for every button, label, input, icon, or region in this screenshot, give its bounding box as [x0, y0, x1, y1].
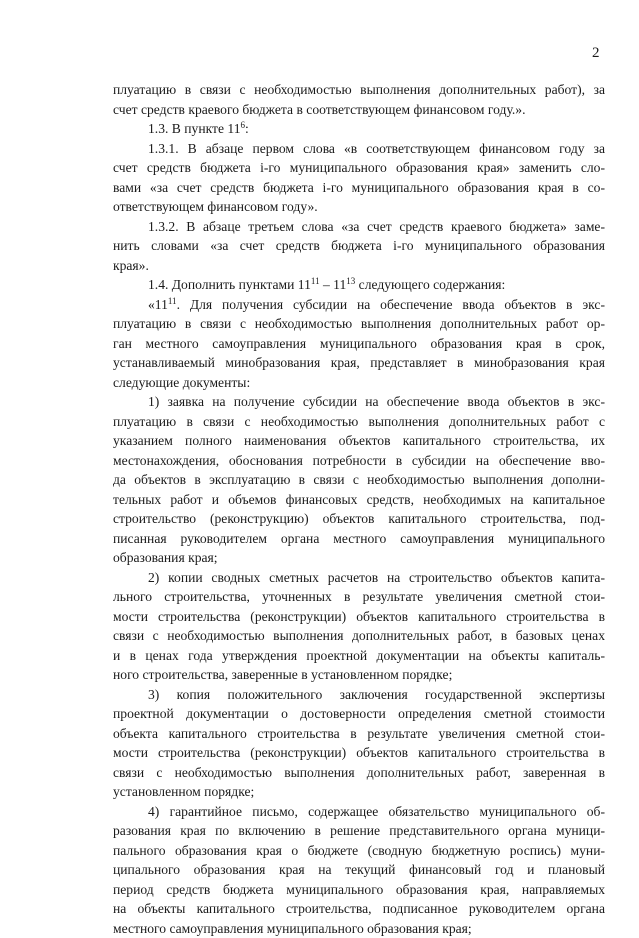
text-line: следующие документы:	[113, 373, 605, 393]
text-line: «$11^{11}$. Для получения субсидии на обеспечение ввода объектов в экс-	[113, 295, 605, 315]
text-line: вами «за счет средств бюджета i-го муниципального образования края в со-	[113, 178, 605, 198]
text-line: льного строительства, уточненных в результате увеличения сметной стои-	[113, 587, 605, 607]
text-line: да объектов в эксплуатацию в связи с необходимостью выполнения дополни-	[113, 470, 605, 490]
paragraph	[113, 217, 605, 276]
text-line: ципального образования края на текущий финансовый год и плановый	[113, 860, 605, 880]
text-line: местного самоуправления муниципального образования края;	[113, 919, 605, 938]
text-line: 1) заявка на получение субсидии на обеспечение ввода объектов в экс-	[113, 392, 605, 412]
page-number: 2	[592, 44, 600, 62]
text-line: строительство (реконструкцию) объектов капитального строительства, под-	[113, 509, 605, 529]
text-line: нить словами «за счет средств бюджета i-го муниципального образования	[113, 236, 605, 256]
text-line: счет средств краевого бюджета в соответствующем финансовом году.».	[113, 100, 605, 120]
document-body	[113, 80, 605, 938]
text-line: 1.3. В пункте $11^6$:	[113, 119, 605, 139]
text-line: образования края;	[113, 548, 605, 568]
text-line: 4) гарантийное письмо, содержащее обязательство муниципального об-	[113, 802, 605, 822]
paragraph	[113, 139, 605, 217]
paragraph	[113, 568, 605, 685]
text-line: ного строительства, заверенные в установленном порядке;	[113, 665, 605, 685]
text-line: указанием полного наименования объектов капитального строительства, их	[113, 431, 605, 451]
text-line: 1.3.1. В абзаце первом слова «в соответствующем финансовом году за	[113, 139, 605, 159]
text-line: объекта капитального строительства в результате увеличения сметной стои-	[113, 724, 605, 744]
paragraph	[113, 802, 605, 938]
text-line: 2) копии сводных сметных расчетов на строительство объектов капита-	[113, 568, 605, 588]
text-line: связи с необходимостью выполнения дополнительных работ, заверенная в	[113, 763, 605, 783]
text-line: края».	[113, 256, 605, 276]
text-line: 1.3.2. В абзаце третьем слова «за счет средств краевого бюджета» заме-	[113, 217, 605, 237]
text-line: и в ценах года утверждения проектной документации на объекты капиталь-	[113, 646, 605, 666]
text-line: ответствующем финансовом году».	[113, 197, 605, 217]
text-line: писанная руководителем органа местного самоуправления муниципального	[113, 529, 605, 549]
text-line: плуатацию в связи с необходимостью выполнения дополнительных работ ор-	[113, 314, 605, 334]
paragraph	[113, 80, 605, 119]
text-line: тельных работ и объемов финансовых средств, необходимых на капитальное	[113, 490, 605, 510]
text-line: местонахождения, обоснования потребности в субсидии на обеспечение вво-	[113, 451, 605, 471]
paragraph	[113, 685, 605, 802]
text-line: разования края по включению в решение представительного органа муници-	[113, 821, 605, 841]
text-line: на объекты капитального строительства, подписанное руководителем органа	[113, 899, 605, 919]
text-line: период средств бюджета муниципального образования края, направляемых	[113, 880, 605, 900]
text-line: пального образования края о бюджете (сводную бюджетную роспись) муни-	[113, 841, 605, 861]
text-line: ган местного самоуправления муниципального образования края в срок,	[113, 334, 605, 354]
paragraph	[113, 275, 605, 295]
text-line: 1.4. Дополнить пунктами $11^{11} - 11^{13}$ следующего содержания:	[113, 275, 605, 295]
paragraph	[113, 392, 605, 568]
text-line: связи с необходимостью выполнения дополнительных работ, в базовых ценах	[113, 626, 605, 646]
text-line: проектной документации о достоверности определения сметной стоимости	[113, 704, 605, 724]
text-line: устанавливаемый минобразования края, представляет в минобразования края	[113, 353, 605, 373]
text-line: плуатацию в связи с необходимостью выполнения дополнительных работ), за	[113, 80, 605, 100]
text-line: мости строительства (реконструкции) объектов капитального строительства в	[113, 607, 605, 627]
text-line: установленном порядке;	[113, 782, 605, 802]
text-line: 3) копия положительного заключения государственной экспертизы	[113, 685, 605, 705]
paragraph	[113, 295, 605, 393]
text-line: плуатацию в связи с необходимостью выполнения дополнительных работ с	[113, 412, 605, 432]
text-line: счет средств бюджета i-го муниципального образования края» заменить сло-	[113, 158, 605, 178]
paragraph	[113, 119, 605, 139]
text-line: мости строительства (реконструкции) объектов капитального строительства в	[113, 743, 605, 763]
